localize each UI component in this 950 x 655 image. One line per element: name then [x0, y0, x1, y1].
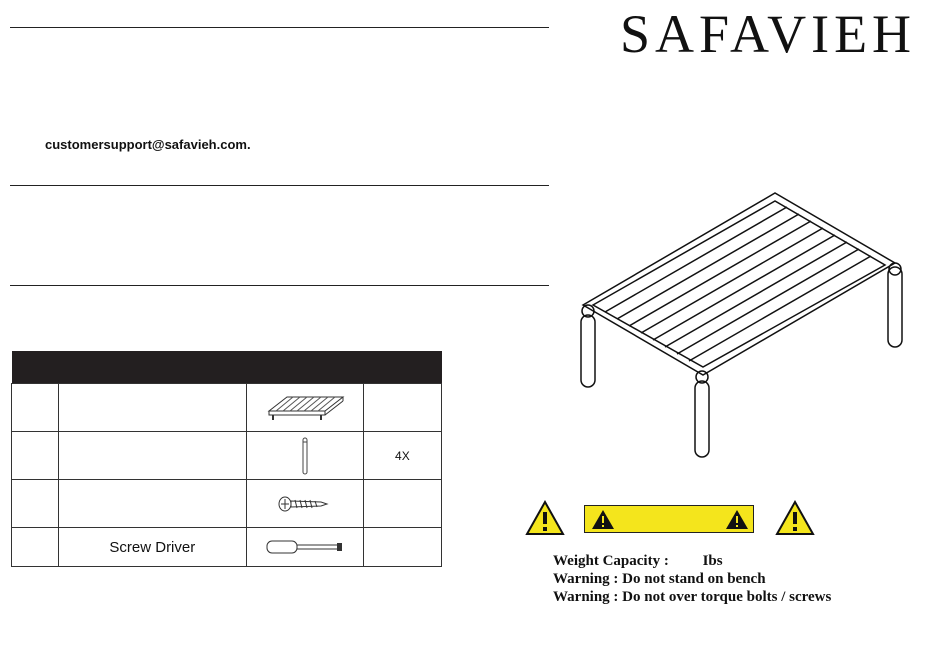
- screwdriver-icon: [246, 528, 363, 567]
- caution-icon-small-left: [591, 509, 615, 530]
- part-qty: [363, 384, 441, 432]
- table-row: [12, 528, 442, 567]
- support-email[interactable]: customersupport@safavieh.com.: [45, 137, 251, 152]
- weight-capacity-line: [553, 552, 831, 570]
- table-frame-icon: [246, 384, 363, 432]
- caution-icon-small-right: [725, 509, 749, 530]
- part-name: [59, 480, 246, 528]
- warning-line-1: Warning : Do not stand on bench: [553, 571, 766, 587]
- weight-unit: Ibs: [702, 553, 723, 569]
- bolt-icon: [246, 432, 363, 480]
- divider-lower: [10, 285, 549, 286]
- part-qty: 4X: [363, 432, 441, 480]
- caution-banner: [584, 505, 754, 533]
- part-name: [59, 432, 246, 480]
- svg-text:SAFAVIEH: SAFAVIEH: [620, 4, 917, 62]
- warning-triangle-icon-left: [525, 500, 565, 536]
- parts-table: [11, 351, 442, 567]
- divider-middle: [10, 185, 549, 186]
- weight-label: Weight Capacity :: [553, 553, 669, 569]
- warnings-block: [553, 552, 831, 606]
- screw-icon: [246, 480, 363, 528]
- table-row: [12, 432, 442, 480]
- table-row: [12, 480, 442, 528]
- parts-table-header: [12, 351, 442, 384]
- table-row: [12, 384, 442, 432]
- part-name: Screw Driver: [59, 528, 246, 567]
- part-qty: [363, 480, 441, 528]
- divider-top: [10, 27, 549, 28]
- brand-logo: [620, 2, 920, 62]
- part-qty: [363, 528, 441, 567]
- part-name: [59, 384, 246, 432]
- coffee-table-illustration: [575, 185, 910, 465]
- warning-triangle-icon-right: [775, 500, 815, 536]
- warning-line-2: Warning : Do not over torque bolts / screws: [553, 589, 832, 605]
